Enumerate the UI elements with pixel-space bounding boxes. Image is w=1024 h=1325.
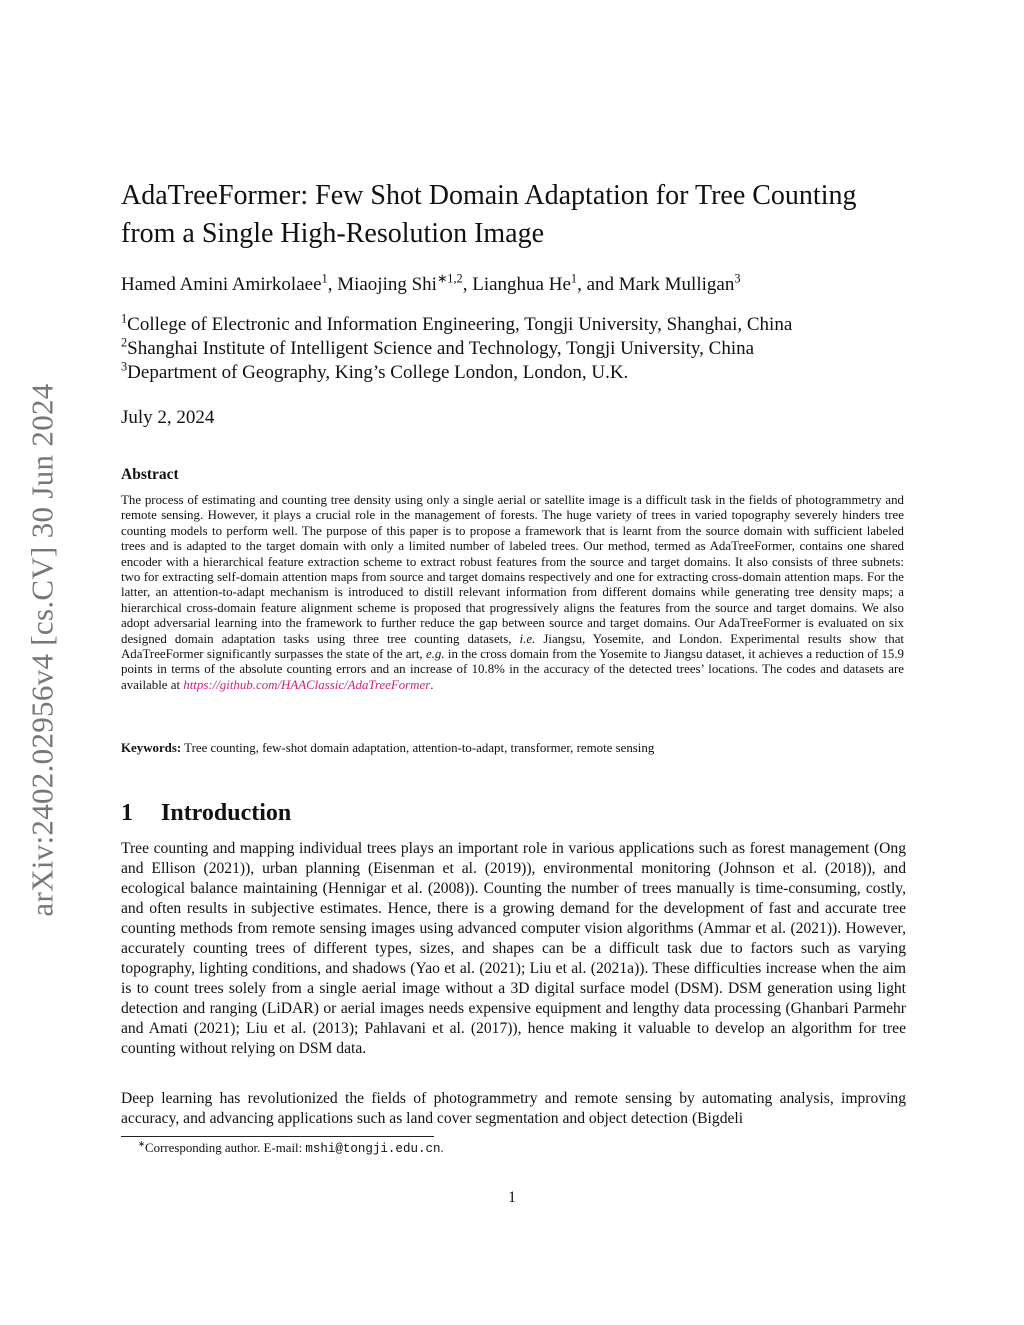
author-separator: ,: [462, 274, 473, 295]
author-separator: , and: [577, 274, 619, 295]
footnote-email[interactable]: mshi@tongji.edu.cn: [305, 1142, 441, 1156]
author-affil-mark: 1: [321, 271, 328, 286]
author-affil-mark: 1: [570, 271, 578, 286]
author: Hamed Amini Amirkolaee: [121, 274, 322, 295]
author-list: [121, 272, 906, 298]
keywords-text: Tree counting, few-shot domain adaptation, attention-to-adapt, transformer, remote sensing: [184, 741, 655, 755]
footnote-mark: ∗: [138, 1139, 146, 1149]
arxiv-sidebar: [18, 360, 68, 940]
affiliations: [121, 313, 906, 385]
affiliation-mark: 1: [121, 311, 128, 326]
section-heading: [121, 800, 291, 827]
affiliation-mark: 2: [121, 335, 128, 350]
github-link[interactable]: https://github.com/HAAClassic/AdaTreeFormer: [183, 677, 431, 692]
title-line-2: from a Single High-Resolution Image: [121, 218, 545, 249]
author-affil-mark: 3: [734, 271, 741, 286]
author-affil-mark: ∗1,2: [436, 271, 463, 286]
author: Miaojing Shi: [337, 274, 437, 295]
abstract-text: .: [430, 677, 434, 692]
abstract-ie: i.e.: [519, 631, 536, 646]
author: Mark Mulligan: [618, 274, 735, 295]
author: Lianghua He: [472, 274, 571, 295]
author-separator: ,: [327, 274, 338, 295]
title-line-1: AdaTreeFormer: Few Shot Domain Adaptation for Tree Counting: [121, 180, 857, 211]
footnote-text: Corresponding author. E-mail:: [145, 1141, 306, 1155]
abstract-heading: Abstract: [121, 466, 179, 483]
abstract-body: [121, 493, 904, 693]
affiliation-text: Department of Geography, King’s College London, London, U.K.: [127, 362, 629, 383]
paper-title: [121, 177, 906, 253]
abstract-text: Jiangsu, Yosemite, and London. Experimental results show that AdaTreeFormer significantly surpasses the state of the art,: [121, 631, 904, 662]
section-number: 1: [121, 800, 133, 826]
section-title: Introduction: [161, 800, 292, 826]
abstract-eg: e.g.: [425, 647, 445, 662]
footnote: [138, 1141, 444, 1156]
affiliation: [121, 337, 906, 361]
keywords: [121, 741, 906, 756]
footnote-rule: [121, 1136, 434, 1137]
affiliation: [121, 361, 906, 385]
affiliation: [121, 313, 906, 337]
intro-paragraph-2: Deep learning has revolutionized the fields of photogrammetry and remote sensing by automating analysis, improving accuracy, and advancing applications such as land cover segmentation and object detection (Bigdeli: [121, 1090, 906, 1127]
affiliation-text: Shanghai Institute of Intelligent Science and Technology, Tongji University, China: [127, 338, 755, 359]
footnote-end: .: [440, 1141, 444, 1155]
arxiv-identifier[interactable]: arXiv:2402.02956v4 [cs.CV] 30 Jun 2024: [25, 383, 61, 917]
affiliation-mark: 3: [121, 359, 128, 374]
affiliation-text: College of Electronic and Information Engineering, Tongji University, Shanghai, China: [127, 314, 793, 335]
abstract-text: in the cross domain from the Yosemite to Jiangsu dataset, it achieves a reduction of 15.9 points in terms of the absolute counting errors and an increase of 10.8% in the accuracy of the detected trees’ locations. The codes and datasets are available at: [121, 647, 905, 692]
intro-paragraph-1: Tree counting and mapping individual trees plays an important role in various applications such as forest management (Ong and Ellison (2021)), urban planning (Eisenman et al. (2019)), environmental monitoring (Johnson et al. (2018)), and ecological balance maintaining (Hennigar et al. (2008)). Counting the number of trees manually is time-consuming, costly, and often results in subjective estimates. Hence, there is a growing demand for the development of fast and accurate tree counting methods from remote sensing images using advanced computer vision algorithms (Ammar et al. (2021)). However, accurately counting trees of different types, sizes, and shapes can be a difficult task due to factors such as varying topography, lighting conditions, and shadows (Yao et al. (2021); Liu et al. (2021a)). These difficulties increase when the aim is to count trees solely from a single aerial image without a 3D digital surface model (DSM). DSM generation using light detection and ranging (LiDAR) or aerial images needs expensive equipment and lengthy data processing (Ghanbari Parmehr and Amati (2021); Liu et al. (2013); Pahlavani et al. (2017)), hence making it valuable to develop an algorithm for tree counting without relying on DSM data.: [121, 840, 906, 1057]
paper-date: July 2, 2024: [121, 407, 215, 428]
keywords-label: Keywords:: [121, 741, 182, 755]
abstract-text: The process of estimating and counting tree density using only a single aerial or satellite image is a difficult task in the fields of photogrammetry and remote sensing. However, it plays a crucial role in the management of forests. The huge variety of trees in varied topography severely hinders tree counting models to perform well. The purpose of this paper is to propose a framework that is learnt from the source domain with sufficient labeled trees and is adapted to the target domain with only a limited number of labeled trees. Our method, termed as AdaTreeFormer, contains one shared encoder with a hierarchical feature extraction scheme to extract robust features from the source and target domains. It also consists of three subnets: two for extracting self-domain attention maps from source and target domains respectively and one for extracting cross-domain attention maps. For the latter, an attention-to-adapt mechanism is introduced to distill relevant information from different domains while generating tree density maps; a hierarchical cross-domain feature alignment scheme is proposed that progressively aligns the features from the source and target domains. We also adopt adversarial learning into the framework to further reduce the gap between source and target domains. Our AdaTreeFormer is evaluated on six designed domain adaptation tasks using three tree counting datasets,: [121, 493, 904, 646]
page-number: 1: [508, 1189, 516, 1206]
